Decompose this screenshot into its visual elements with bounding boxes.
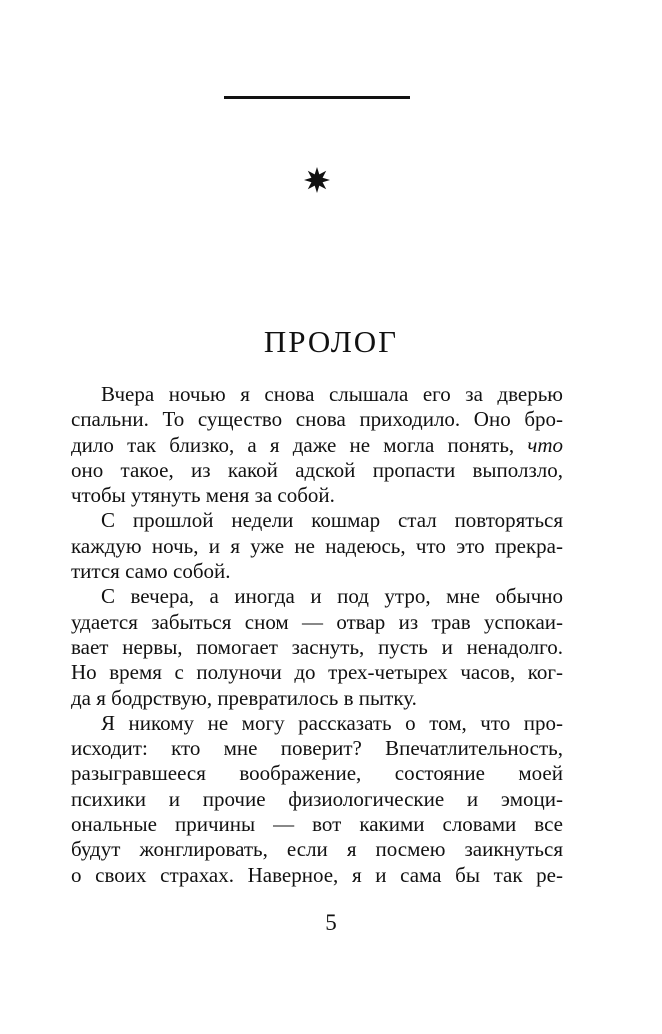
text-line-start: дило так близко, а я даже не могла понять, bbox=[71, 432, 528, 457]
body-text bbox=[71, 382, 563, 888]
top-rule bbox=[224, 96, 410, 99]
text-line: вает нервы, помогает заснуть, пусть и ненадолго. bbox=[71, 634, 563, 659]
text-line: да я бодрствую, превратилось в пытку. bbox=[71, 685, 417, 710]
text-line: чтобы утянуть меня за собой. bbox=[71, 483, 335, 508]
text-line: будут жонглировать, если я посмею заикнуться bbox=[71, 837, 563, 862]
emphasized-word: что bbox=[527, 432, 563, 457]
text-line: С прошлой недели кошмар стал повторяться bbox=[101, 508, 563, 533]
text-line: Вчера ночью я снова слышала его за дверью bbox=[101, 382, 563, 406]
text-line: разыгравшееся воображение, состояние моей bbox=[71, 761, 563, 786]
text-line: исходит: кто мне поверит? Впечатлительность, bbox=[71, 736, 563, 761]
text-line: каждую ночь, и я уже не надеюсь, что это прекра- bbox=[71, 533, 563, 558]
text-line: психики и прочие физиологические и эмоци- bbox=[71, 786, 563, 811]
text-line: удается забыться сном — отвар из трав успокаи- bbox=[71, 609, 563, 634]
text-line: о своих страхах. Наверное, я и сама бы так ре- bbox=[71, 862, 563, 887]
eight-point-star-icon bbox=[304, 167, 330, 193]
text-line: С вечера, а иногда и под утро, мне обычно bbox=[101, 584, 563, 609]
text-line: Я никому не могу рассказать о том, что про- bbox=[101, 710, 563, 735]
text-line: ональные причины — вот какими словами все bbox=[71, 812, 563, 837]
text-line: спальни. То существо снова приходило. Оно бро- bbox=[71, 407, 563, 432]
page-number: 5 bbox=[325, 910, 337, 935]
chapter-title: ПРОЛОГ bbox=[263, 324, 399, 359]
text-line: Но время с полуночи до трех-четырех часов, ког- bbox=[71, 660, 563, 685]
text-line bbox=[71, 433, 563, 458]
text-line: тится само собой. bbox=[71, 559, 231, 584]
text-line: оно такое, из какой адской пропасти выползло, bbox=[71, 457, 563, 482]
